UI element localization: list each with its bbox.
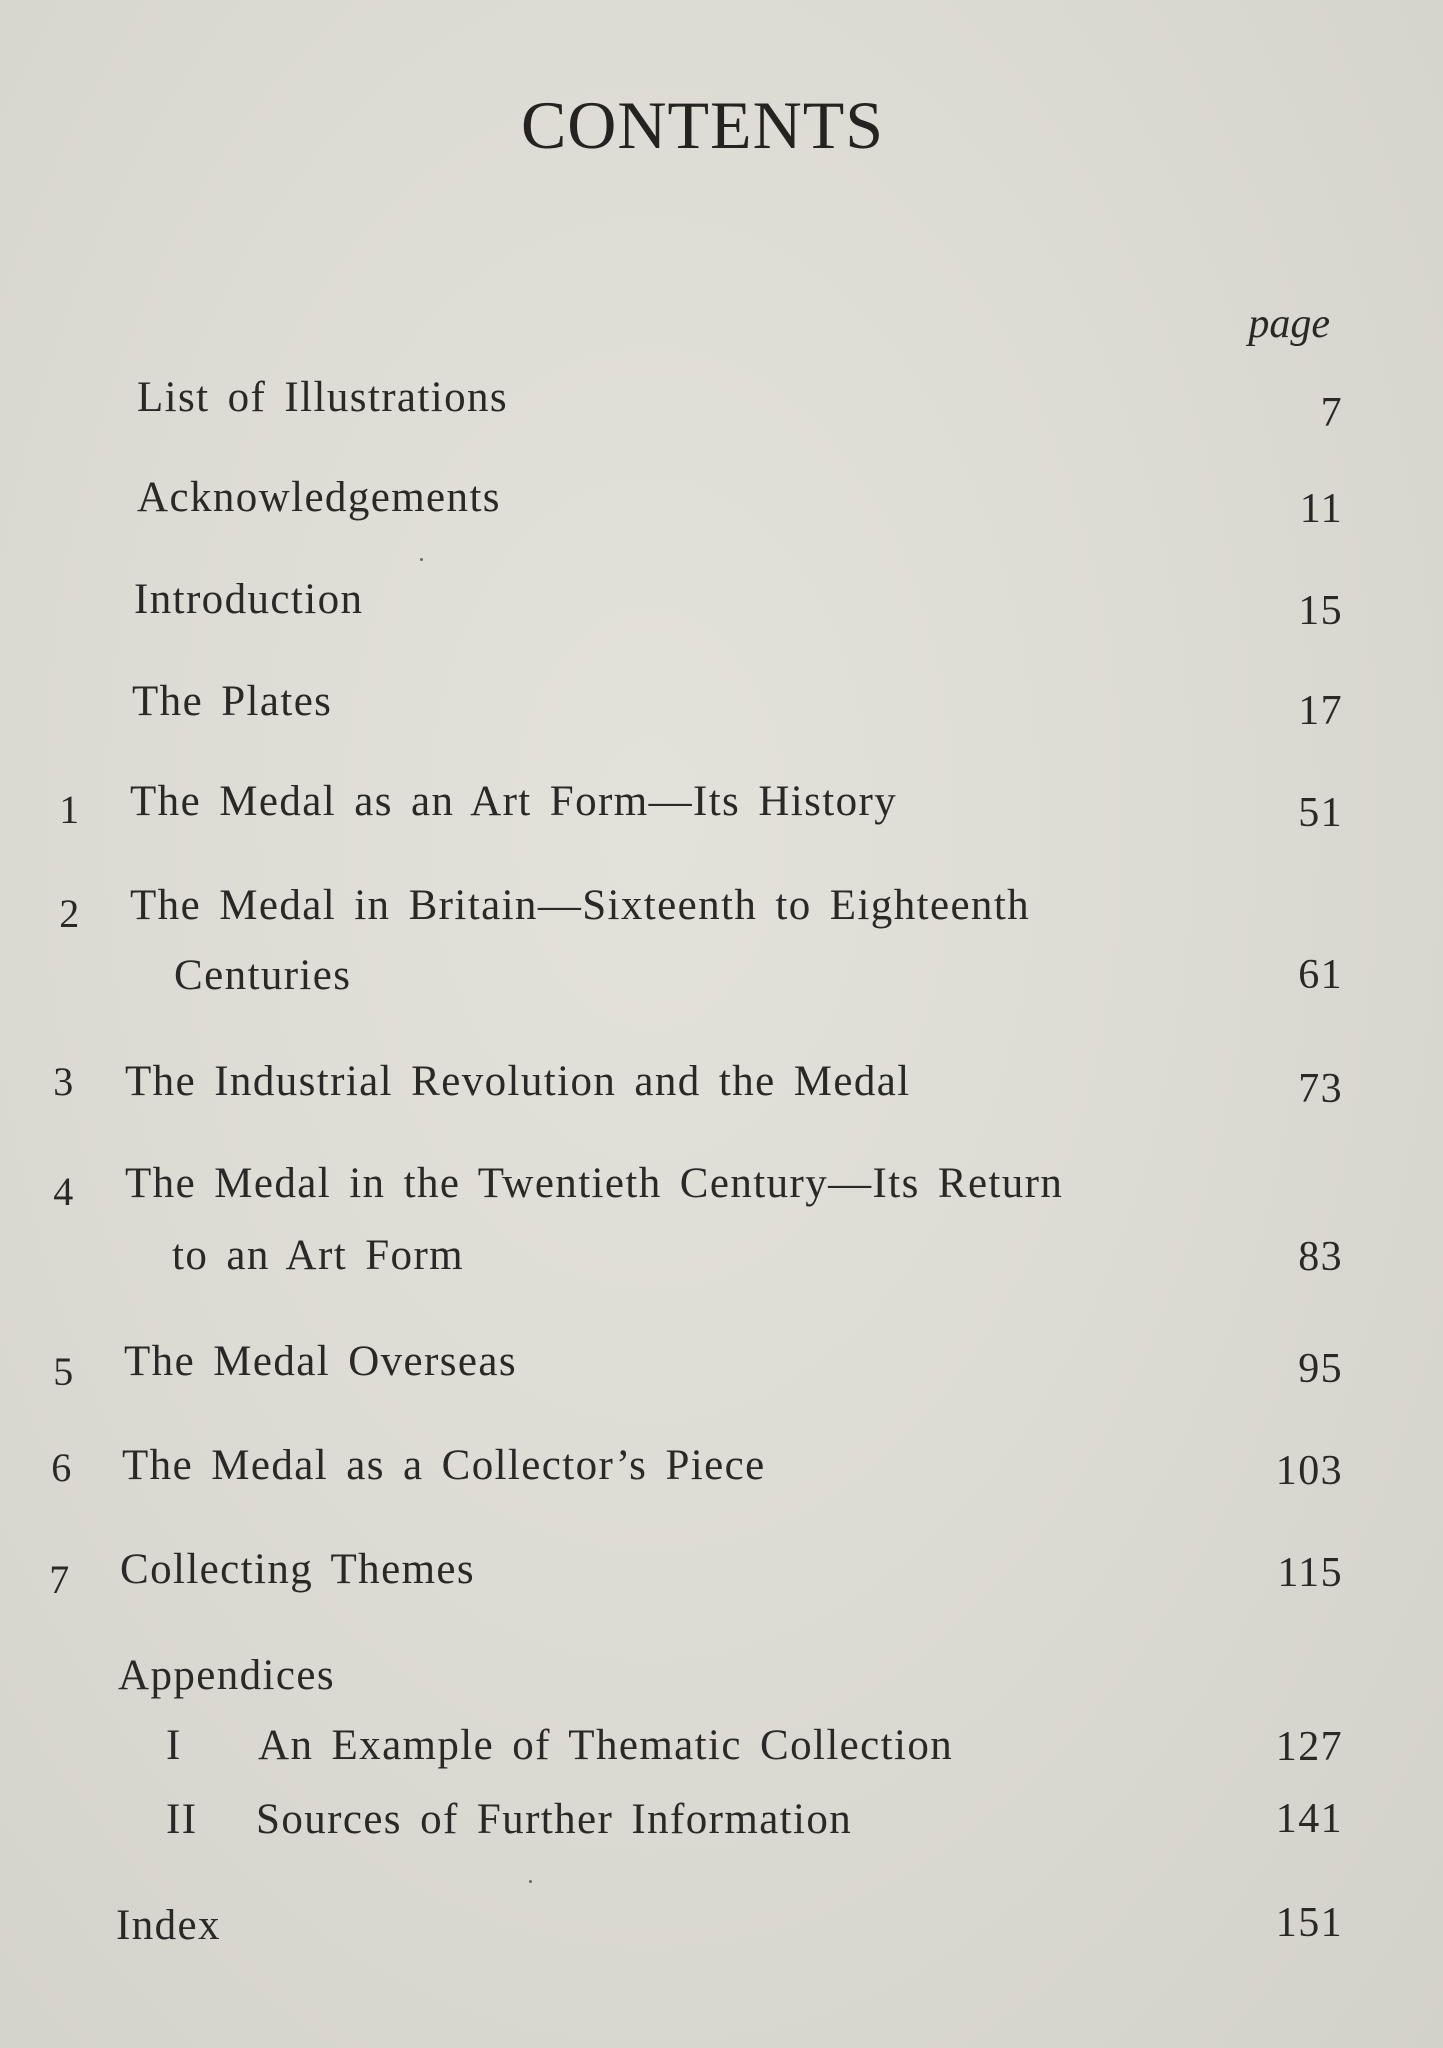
entry-page-number: 61 [1298, 952, 1343, 998]
entry-page-number: 83 [1298, 1234, 1343, 1280]
entry-page-number: 115 [1277, 1550, 1343, 1596]
entry-label: Acknowledgements [137, 474, 501, 521]
entry-page-number: 15 [1298, 588, 1343, 634]
entry-label: List of Illustrations [137, 374, 509, 421]
appendix-numeral: II [166, 1796, 198, 1843]
page-column-heading: page [1248, 301, 1330, 347]
index-label: Index [116, 1902, 221, 1949]
page-title: CONTENTS [520, 87, 885, 163]
paper-speck [420, 558, 423, 561]
entry-label: Introduction [134, 576, 364, 623]
entry-page-number: 95 [1298, 1346, 1343, 1392]
entry-label-continuation: Centuries [174, 952, 352, 999]
chapter-number: 7 [49, 1557, 71, 1602]
entry-page-number: 151 [1275, 1900, 1343, 1946]
entry-label: The Industrial Revolution and the Medal [125, 1058, 911, 1105]
chapter-number: 3 [53, 1059, 75, 1104]
entry-page-number: 51 [1298, 790, 1343, 836]
chapter-number: 5 [53, 1349, 75, 1394]
entry-label: An Example of Thematic Collection [258, 1722, 954, 1769]
entry-label-continuation: to an Art Form [172, 1232, 465, 1279]
appendix-numeral: I [166, 1722, 182, 1769]
entry-label: The Medal Overseas [124, 1338, 517, 1385]
chapter-number: 1 [59, 787, 81, 832]
entry-label: The Medal as an Art Form—Its History [130, 778, 898, 825]
chapter-number: 2 [59, 891, 81, 936]
entry-label: The Medal in Britain—Sixteenth to Eighteenth [130, 882, 1031, 929]
entry-label: The Medal in the Twentieth Century—Its Return [125, 1160, 1064, 1207]
entry-page-number: 141 [1275, 1796, 1343, 1842]
paper-speck [529, 1880, 532, 1883]
entry-page-number: 103 [1275, 1448, 1343, 1494]
entry-page-number: 11 [1299, 486, 1343, 532]
entry-label: The Medal as a Collector’s Piece [122, 1442, 766, 1489]
entry-label: Collecting Themes [120, 1546, 476, 1593]
entry-page-number: 127 [1275, 1724, 1343, 1770]
entry-page-number: 17 [1298, 688, 1343, 734]
entry-label: Sources of Further Information [256, 1796, 853, 1843]
entry-page-number: 73 [1298, 1066, 1343, 1112]
entry-page-number: 7 [1320, 390, 1343, 436]
appendices-label: Appendices [118, 1652, 335, 1699]
entry-label: The Plates [132, 678, 333, 725]
chapter-number: 6 [51, 1445, 73, 1490]
chapter-number: 4 [53, 1169, 75, 1214]
